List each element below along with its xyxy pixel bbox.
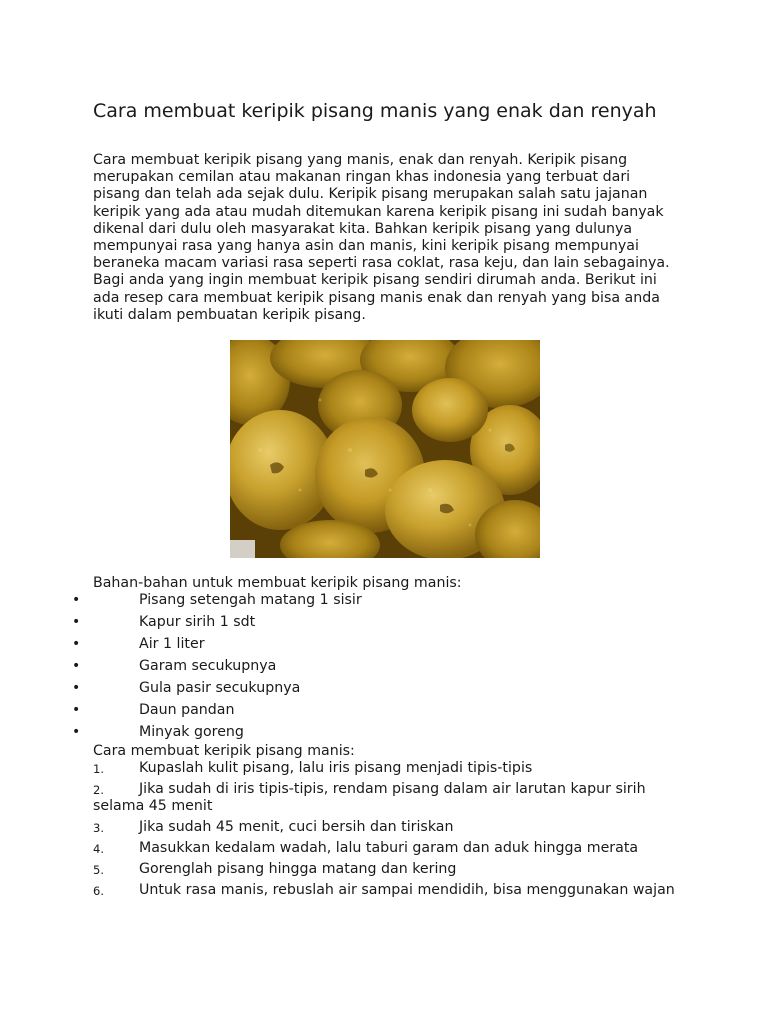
- ingredient-text: Air 1 liter: [139, 636, 205, 652]
- list-item: [0, 840, 683, 857]
- bullet-icon: •: [72, 680, 81, 696]
- step-number: 2.: [93, 783, 104, 797]
- list-item: [0, 611, 768, 633]
- step-number: 3.: [93, 821, 104, 836]
- step-text: Untuk rasa manis, rebuslah air sampai mendidih, bisa menggunakan wajan: [139, 882, 675, 899]
- ingredient-text: Minyak goreng: [139, 724, 244, 740]
- step-number: 5.: [93, 863, 104, 878]
- step-text: Kupaslah kulit pisang, lalu iris pisang menjadi tipis-tipis: [139, 760, 533, 776]
- list-item: [0, 589, 768, 611]
- ingredient-text: Daun pandan: [139, 702, 235, 718]
- list-item: [0, 677, 768, 699]
- ingredients-list: [0, 589, 768, 743]
- page-title: Cara membuat keripik pisang manis yang enak dan renyah: [93, 100, 657, 122]
- ingredient-text: Gula pasir secukupnya: [139, 680, 301, 696]
- ingredient-text: Kapur sirih 1 sdt: [139, 614, 256, 630]
- step-text: Masukkan kedalam wadah, lalu taburi garam dan aduk hingga merata: [139, 840, 639, 857]
- list-item: [0, 861, 683, 878]
- bullet-icon: •: [72, 658, 81, 674]
- bullet-icon: •: [72, 636, 81, 652]
- step-text: Jika sudah di iris tipis-tipis, rendam pisang dalam air larutan kapur sirih selama 45 menit: [93, 781, 646, 815]
- list-item: [0, 819, 683, 836]
- ingredient-text: Garam secukupnya: [139, 658, 277, 674]
- ingredient-text: Pisang setengah matang 1 sisir: [139, 592, 362, 608]
- step-number: 6.: [93, 884, 104, 899]
- list-item: [0, 721, 768, 743]
- list-item: [0, 760, 683, 777]
- step-number: 4.: [93, 842, 104, 857]
- banana-chips-photo: [230, 340, 540, 558]
- bullet-icon: •: [72, 724, 81, 740]
- steps-list: [0, 760, 768, 903]
- bullet-icon: •: [72, 592, 81, 608]
- list-item: [0, 699, 768, 721]
- bullet-icon: •: [72, 702, 81, 718]
- step-text: Gorenglah pisang hingga matang dan kering: [139, 861, 457, 878]
- ingredients-heading: Bahan-bahan untuk membuat keripik pisang manis:: [93, 575, 462, 591]
- list-item: [0, 781, 683, 815]
- steps-heading: Cara membuat keripik pisang manis:: [93, 743, 355, 759]
- list-item: [0, 633, 768, 655]
- intro-paragraph: Cara membuat keripik pisang yang manis, enak dan renyah. Keripik pisang merupakan cemilan atau makanan ringan khas indonesia yang terbuat dari pisang dan telah ada sejak dulu. Keripik pisang merupakan salah satu jajanan keripik yang ada atau mudah ditemukan karena keripik pisang ini sudah banyak dikenal dari dulu oleh masyarakat kita. Bahkan keripik pisang yang dulunya mempunyai rasa yang hanya asin dan manis, kini keripik pisang mempunyai beraneka macam variasi rasa seperti rasa coklat, rasa keju, dan lain sebagainya. Bagi anda yang ingin membuat keripik pisang sendiri dirumah anda. Berikut ini ada resep cara membuat keripik pisang manis enak dan renyah yang bisa anda ikuti dalam pembuatan keripik pisang.: [93, 152, 670, 323]
- step-number: 1.: [93, 762, 104, 776]
- list-item: [0, 882, 683, 899]
- bullet-icon: •: [72, 614, 81, 630]
- list-item: [0, 655, 768, 677]
- step-text: Jika sudah 45 menit, cuci bersih dan tiriskan: [139, 819, 454, 836]
